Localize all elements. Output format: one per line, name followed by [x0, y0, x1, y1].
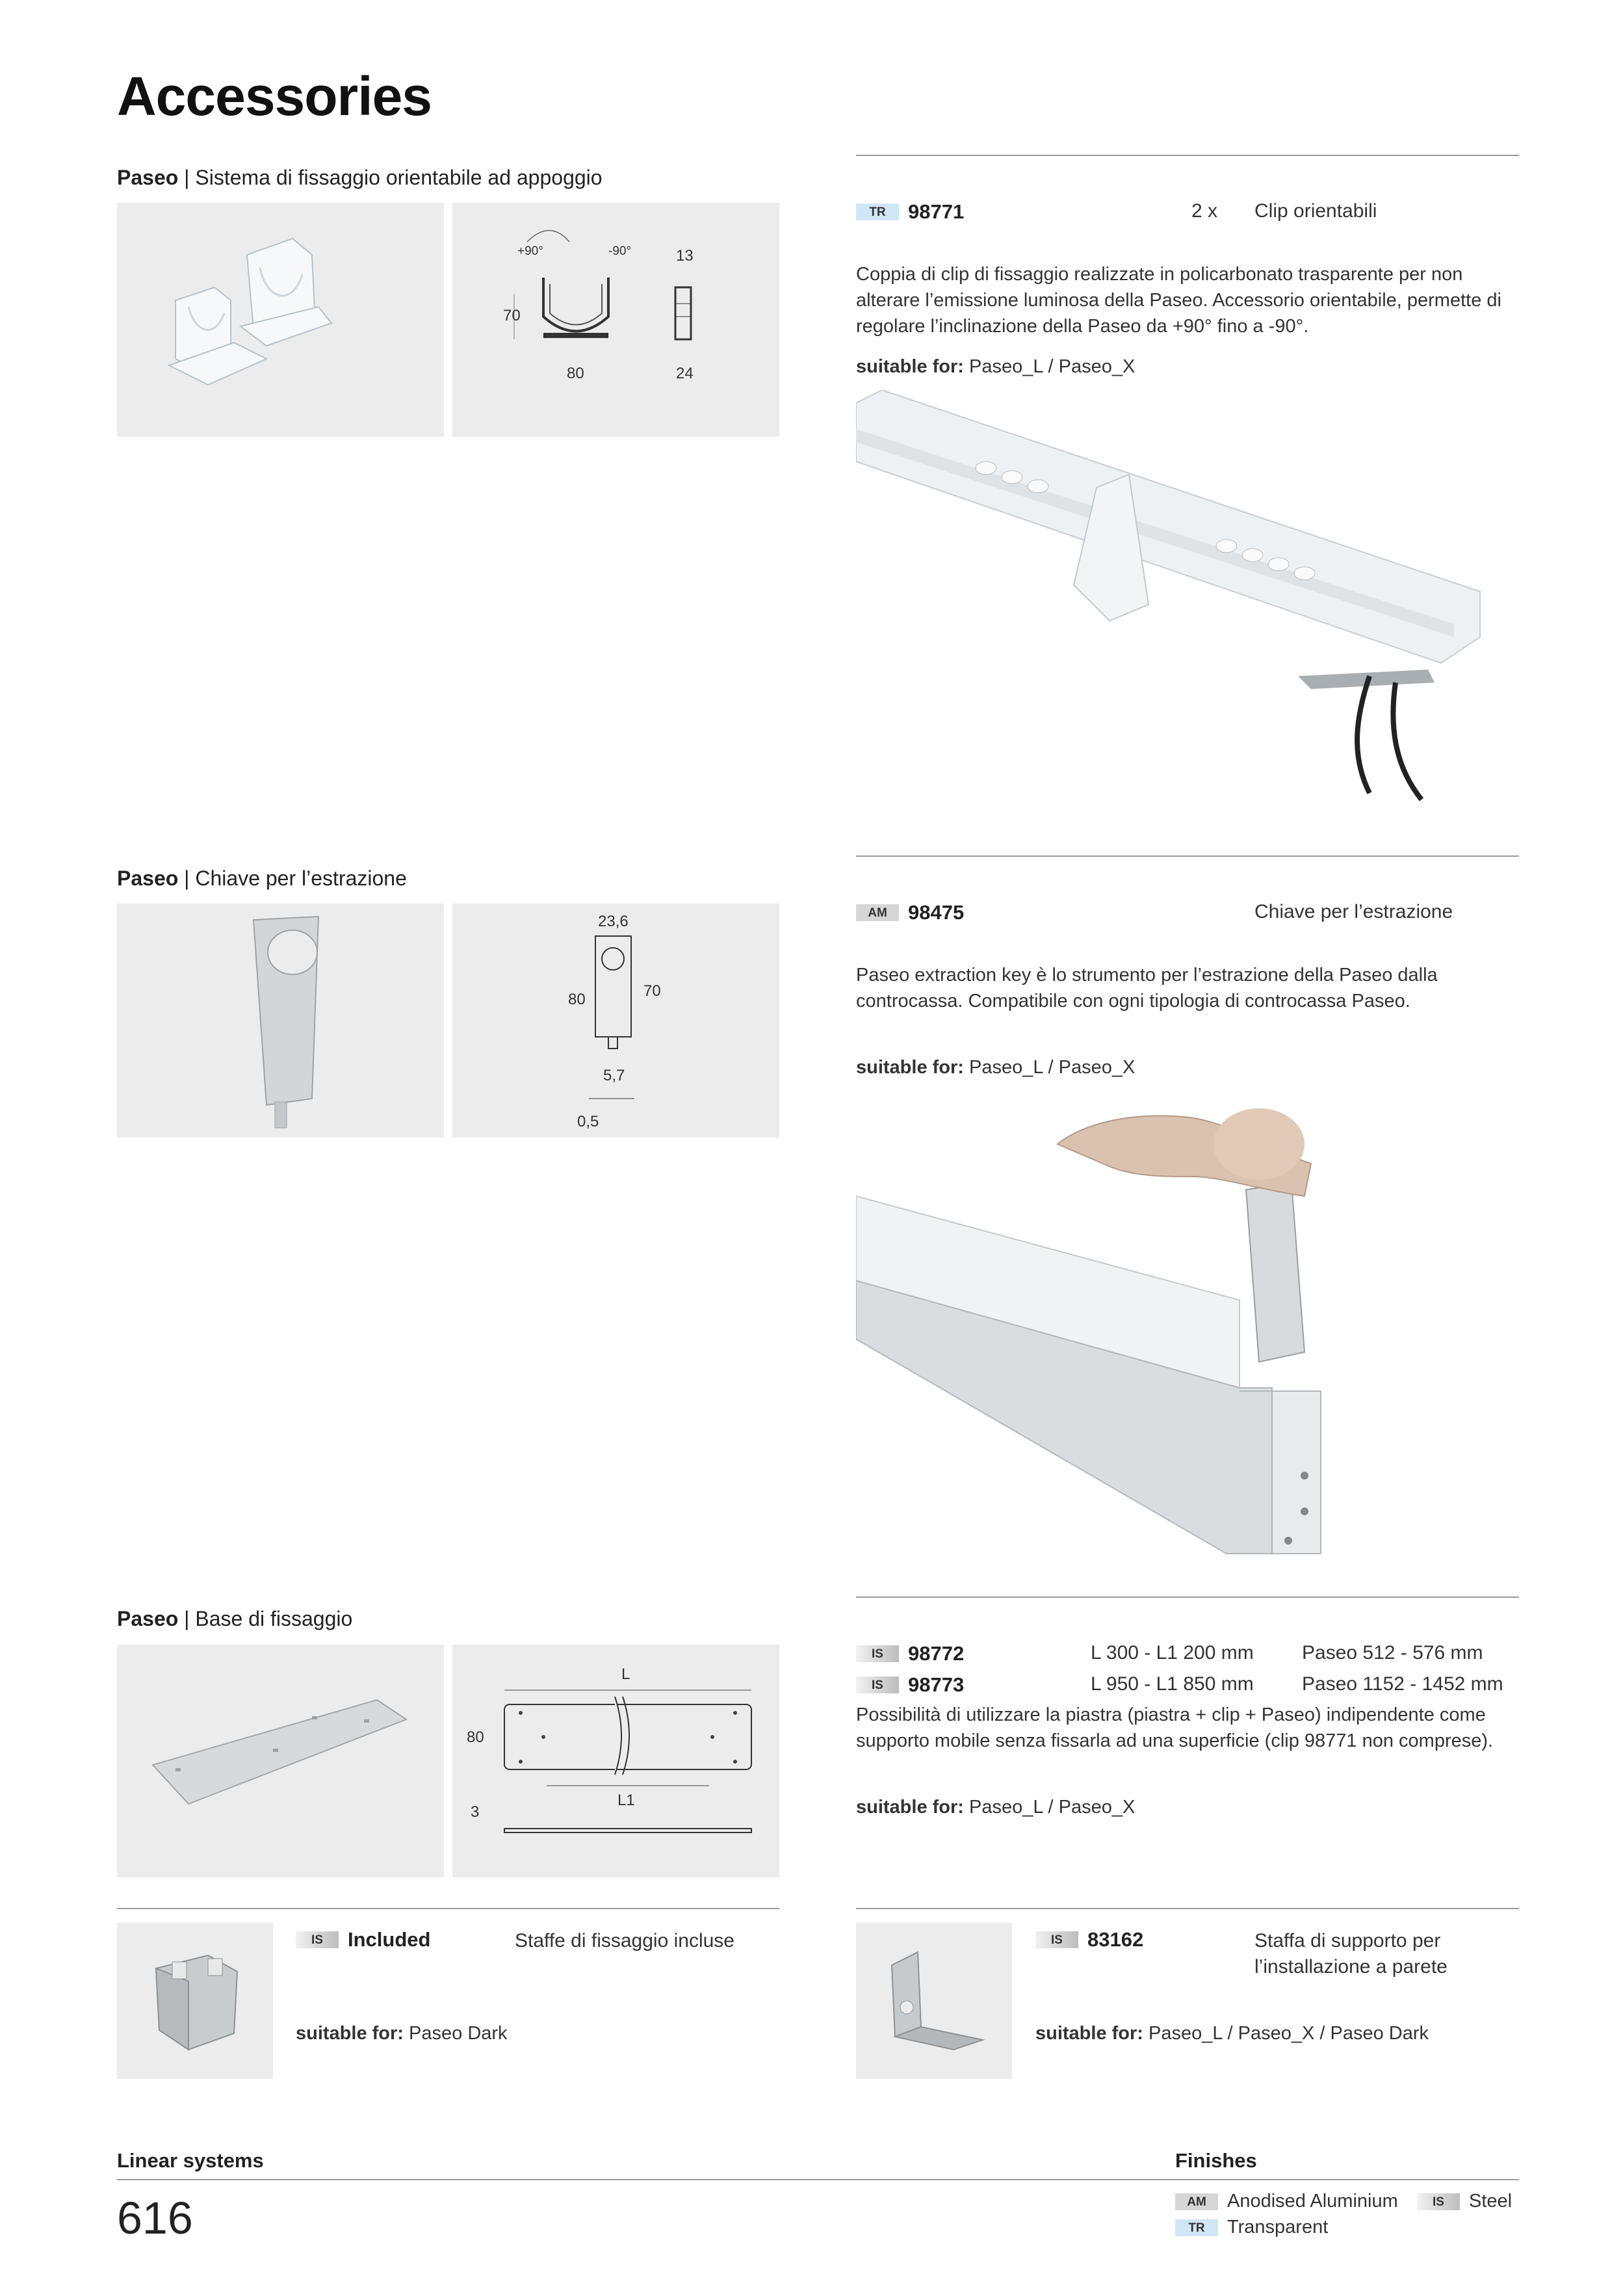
product-code: 98773: [908, 1673, 965, 1697]
dim-height-inner: 70: [643, 982, 661, 1000]
suitable-label: suitable for:: [1035, 2023, 1143, 2044]
finish-badge: IS: [1417, 2193, 1460, 2210]
footer-divider: [117, 2179, 1519, 2180]
dim-angle-left: +90°: [517, 244, 543, 258]
suitable-for: [856, 1797, 1135, 1818]
divider: [117, 1908, 779, 1909]
dim-side-width: 24: [676, 365, 694, 382]
finish-badge: IS: [856, 1645, 899, 1662]
technical-drawing-base: [452, 1645, 779, 1877]
finish-badge: TR: [1175, 2219, 1218, 2236]
footer-section-label: Linear systems: [117, 2149, 264, 2172]
bottom-item-code-row: [296, 1928, 430, 1951]
suitable-value: Paseo_L / Paseo_X / Paseo Dark: [1149, 2023, 1429, 2044]
section-subtitle: Base di fissaggio: [195, 1607, 353, 1630]
suitable-for: [1035, 2023, 1429, 2044]
product-photo-base: [117, 1645, 444, 1877]
suitable-value: Paseo Dark: [409, 2023, 508, 2044]
suitable-value: Paseo_L / Paseo_X: [969, 1057, 1136, 1078]
section-heading: Paseo | Sistema di fissaggio orientabile ad appoggio: [117, 166, 603, 189]
product-name-label: Clip orientabili: [1254, 200, 1377, 222]
product-name: Paseo: [117, 166, 179, 189]
dim-thickness: 3: [471, 1803, 480, 1821]
quantity: 2 x: [1191, 200, 1218, 222]
page-title: Accessories: [117, 66, 432, 127]
product-description: Possibilità di utilizzare la piastra (piastra + clip + Paseo) indipendente come supporto mobile senza fissarla ad una superficie (clip 98771 non comprese).: [856, 1704, 1494, 1751]
suitable-label: suitable for:: [856, 356, 964, 377]
dim-thickness: 0,5: [577, 1113, 599, 1130]
variant-row: [856, 1673, 964, 1697]
dim-width: 23,6: [598, 913, 629, 930]
variant-size: L 300 - L1 200 mm: [1091, 1642, 1254, 1663]
clips-illustration: [117, 203, 444, 437]
product-description: Coppia di clip di fissaggio realizzate in policarbonato trasparente per non alterare l’emissione luminosa della Paseo. Accessorio orientabile, permette di regolare l’inclinazione della Paseo da +90° fino a -90°.: [856, 264, 1501, 337]
dim-height-total: 80: [568, 991, 586, 1008]
product-photo-wall-bracket: [856, 1923, 1012, 2079]
section-subtitle: Chiave per l’estrazione: [195, 867, 407, 890]
section-heading: Paseo | Chiave per l’estrazione: [117, 867, 407, 890]
variant-fits: Paseo 512 - 576 mm: [1302, 1642, 1483, 1663]
divider: [856, 155, 1519, 156]
product-code: 98772: [908, 1642, 965, 1665]
product-photo-clips: [117, 203, 444, 437]
finish-legend-item: [1175, 2191, 1398, 2212]
suitable-value: Paseo_L / Paseo_X: [969, 1797, 1136, 1818]
suitable-value: Paseo_L / Paseo_X: [969, 356, 1136, 377]
suitable-label: suitable for:: [296, 2023, 404, 2044]
product-photo-paseo-clip: [856, 390, 1493, 806]
finish-badge: TR: [856, 203, 899, 220]
variant-fits: Paseo 1152 - 1452 mm: [1302, 1673, 1503, 1695]
product-description: Paseo extraction key è lo strumento per l’estrazione della Paseo dalla controcassa. Compatibile con ogni tipologia di controcassa Paseo.: [856, 965, 1438, 1011]
product-code: 98475: [908, 901, 965, 924]
finish-legend-item: [1175, 2217, 1328, 2238]
page-number: 616: [117, 2193, 193, 2243]
technical-drawing-clips: [452, 203, 779, 437]
suitable-for: [856, 1057, 1135, 1078]
finish-badge: IS: [856, 1676, 899, 1693]
dim-side-height: 13: [676, 247, 694, 265]
bottom-item-name: Staffe di fissaggio incluse: [515, 1930, 734, 1951]
divider: [856, 1597, 1519, 1598]
product-photo-bracket-dark: [117, 1923, 273, 2079]
technical-drawing-key: [452, 904, 779, 1138]
finish-badge: AM: [856, 904, 899, 921]
product-code-row: [856, 200, 964, 224]
finish-label: Transparent: [1227, 2217, 1329, 2237]
finish-label: Anodised Aluminium: [1227, 2191, 1398, 2211]
variant-row: [856, 1642, 964, 1665]
bottom-item-code-row: [1035, 1928, 1143, 1951]
dim-angle-right: -90°: [608, 244, 632, 258]
divider: [856, 1908, 1519, 1909]
product-name: Paseo: [117, 867, 179, 890]
product-photo-key: [117, 904, 444, 1138]
dim-tab: 5,7: [603, 1067, 625, 1084]
finish-badge: IS: [1035, 1931, 1078, 1948]
dim-width: 80: [567, 365, 584, 382]
dim-height: 80: [467, 1729, 484, 1746]
suitable-label: suitable for:: [856, 1057, 964, 1078]
product-code-row: [856, 901, 964, 924]
section-subtitle: Sistema di fissaggio orientabile ad appoggio: [195, 166, 603, 189]
product-name-label: Chiave per l’estrazione: [1254, 901, 1453, 922]
finish-badge: IS: [296, 1931, 339, 1948]
suitable-for: [856, 356, 1135, 378]
product-code: Included: [348, 1928, 431, 1951]
suitable-label: suitable for:: [856, 1797, 964, 1818]
dim-height: 70: [503, 307, 521, 324]
section-heading: Paseo | Base di fissaggio: [117, 1607, 353, 1630]
product-photo-key-in-use: [856, 1105, 1337, 1560]
finish-label: Steel: [1469, 2191, 1513, 2211]
bottom-item-name: Staffa di supporto per l’installazione a parete: [1254, 1930, 1448, 1977]
product-code: 83162: [1087, 1928, 1144, 1951]
variant-size: L 950 - L1 850 mm: [1091, 1673, 1254, 1695]
product-code: 98771: [908, 200, 965, 224]
dim-length: L: [621, 1665, 630, 1683]
footer-finishes-title: Finishes: [1175, 2149, 1257, 2172]
suitable-for: [296, 2023, 508, 2044]
product-name: Paseo: [117, 1607, 179, 1630]
finish-badge: AM: [1175, 2193, 1218, 2210]
finish-legend-item: [1417, 2191, 1512, 2212]
divider: [856, 855, 1519, 857]
dim-inner-length: L1: [617, 1792, 635, 1809]
